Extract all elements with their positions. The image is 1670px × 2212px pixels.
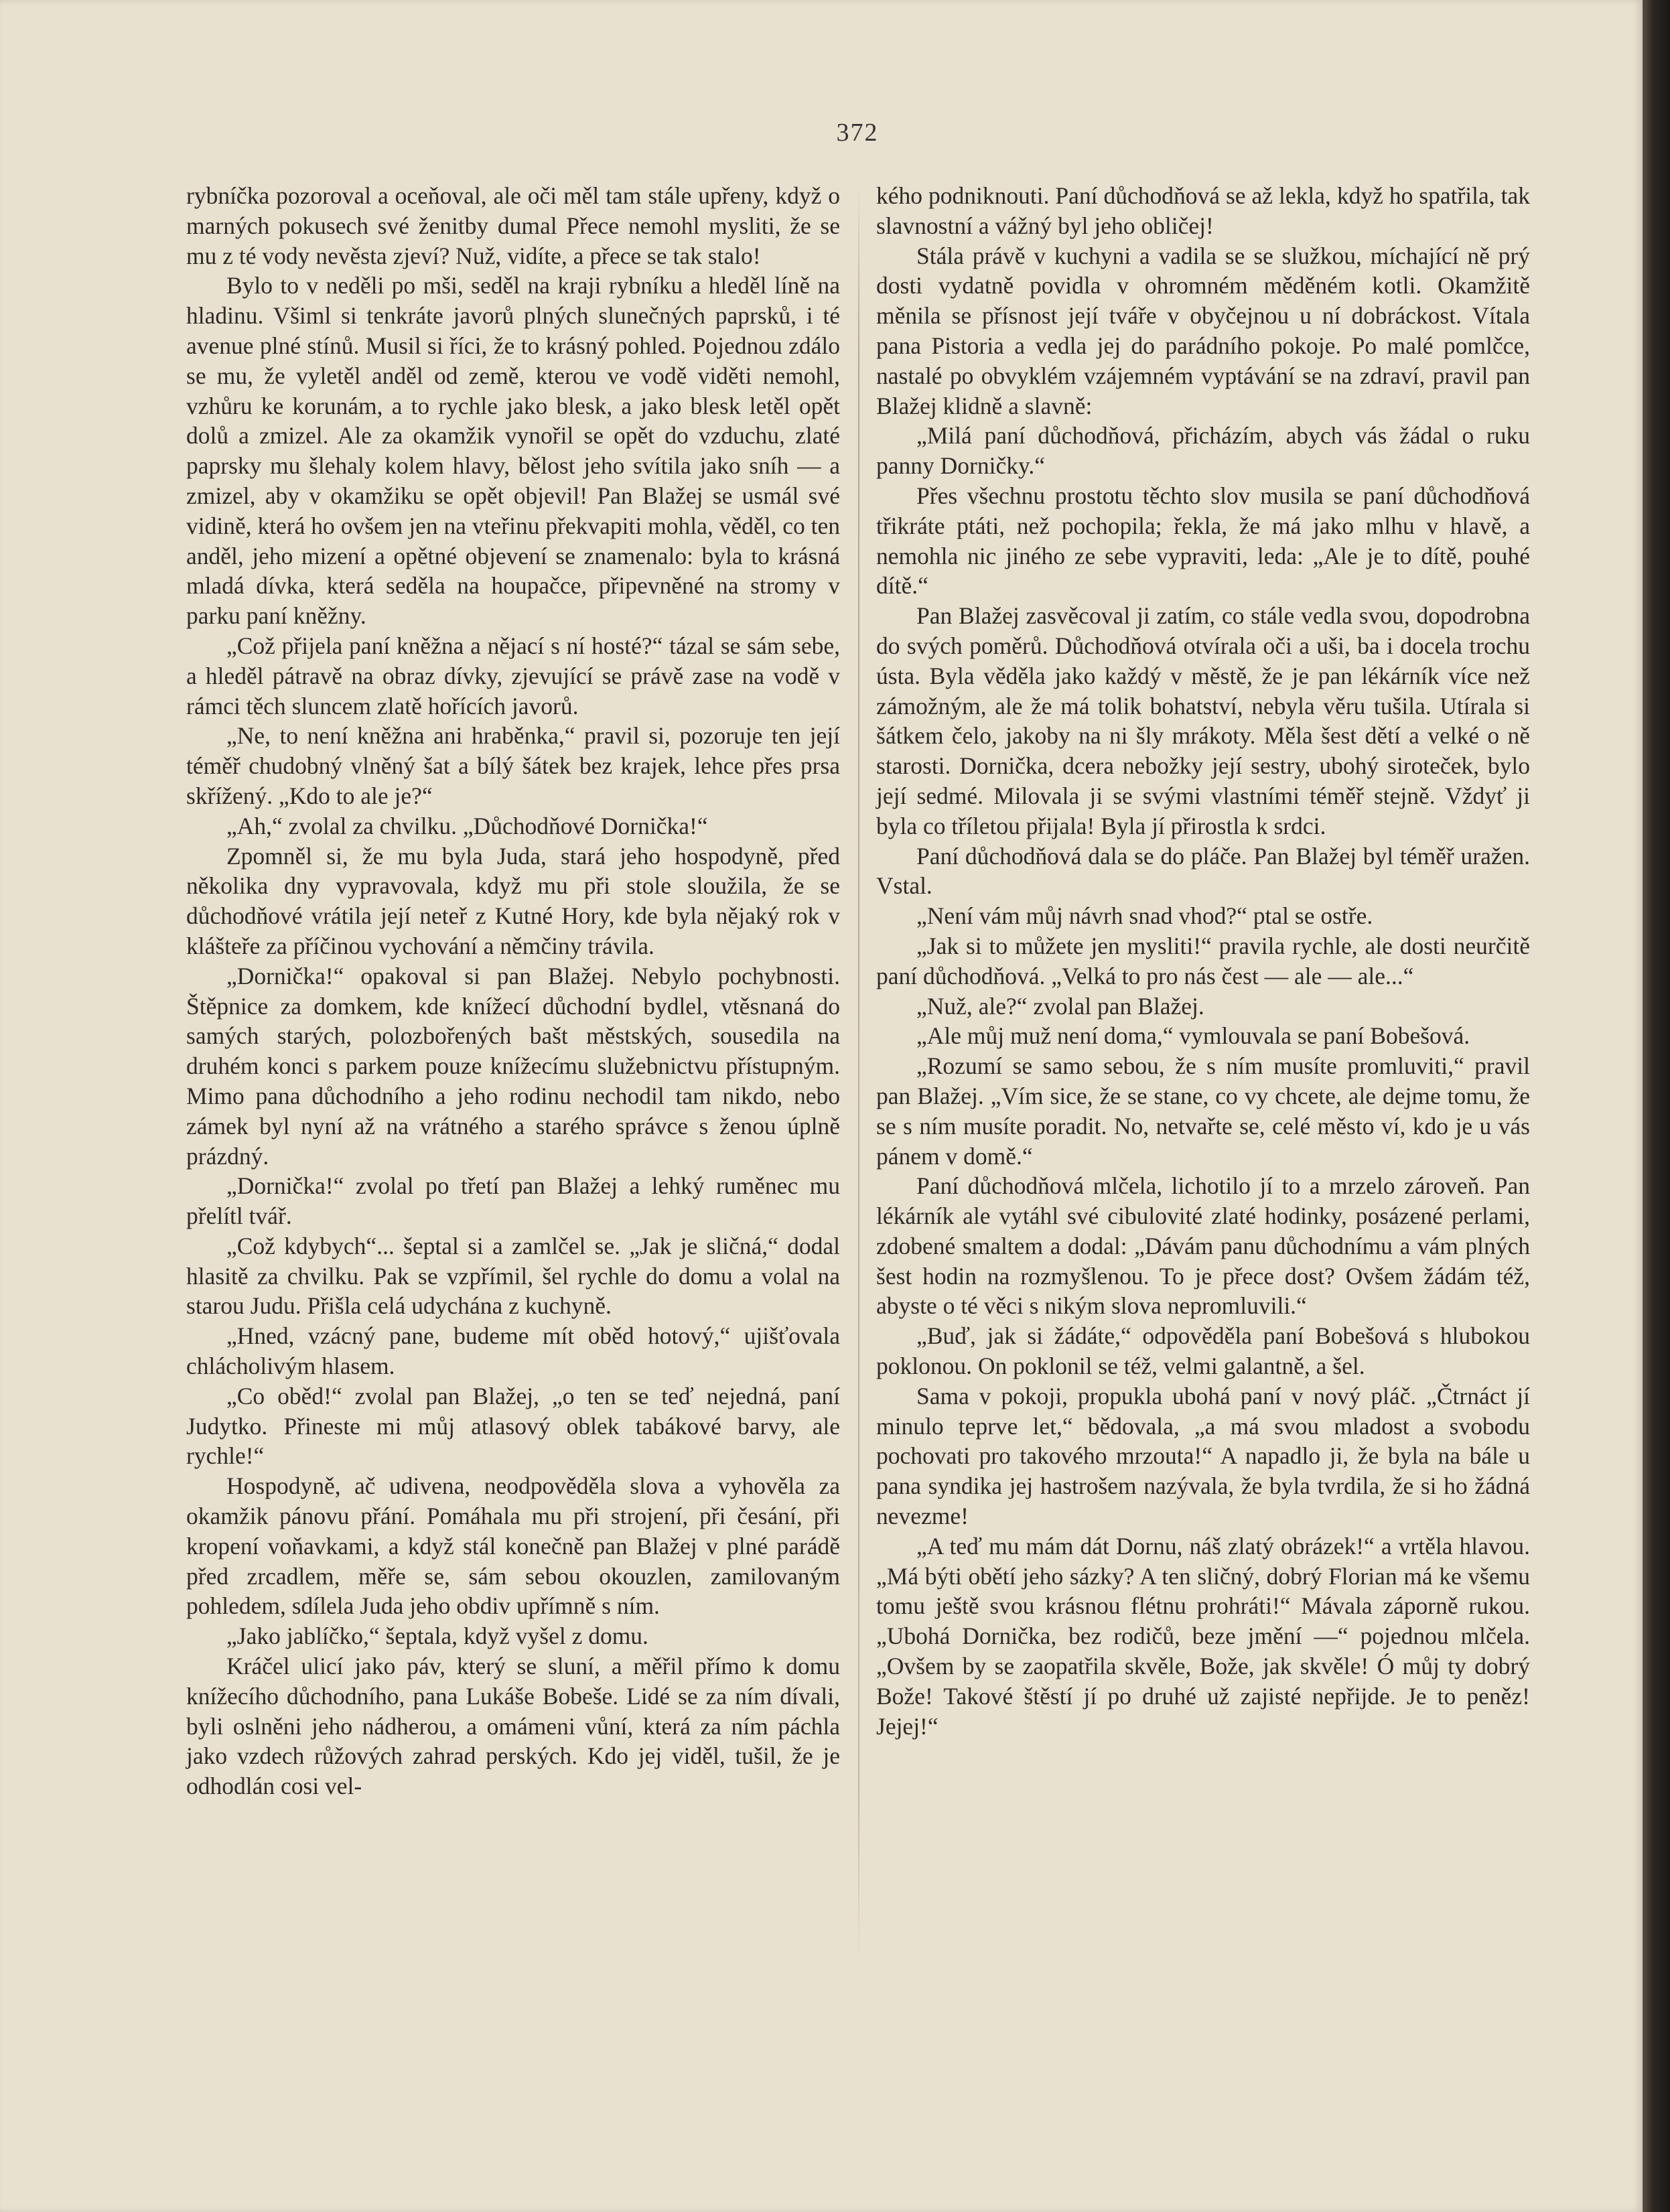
paragraph: „Jak si to můžete jen mysliti!“ pravila rychle, ale dosti neurčitě paní důchodňová. „Velká to pro nás čest — ale — ale...“ (876, 932, 1530, 989)
paragraph: „Milá paní důchodňová, přicházím, abych vás žádal o ruku panny Dorničky.“ (876, 422, 1530, 480)
right-text-column (876, 181, 1530, 1741)
paragraph: Paní důchodňová dala se do pláče. Pan Blažej byl téměř uražen. Vstal. (876, 842, 1530, 900)
paragraph: „Dornička!“ zvolal po třetí pan Blažej a lehký ruměnec mu přelítl tvář. (186, 1172, 840, 1230)
column-divider (858, 181, 859, 1963)
paragraph: „Nuž, ale?“ zvolal pan Blažej. (916, 992, 1204, 1020)
paragraph: Paní důchodňová mlčela, lichotilo jí to a mrzelo zároveň. Pan lékárník ale vytáhl své cibulovité zlaté hodinky, posázené perlami, zdobené smaltem a dodal: „Dávám panu důchodnímu a vám plných šest hodin na rozmyšlenou. To je přece dost? Ovšem žádám též, abyste o té věci s nikým slova nepromluvili.“ (876, 1172, 1530, 1320)
paragraph: Sama v pokoji, propukla ubohá paní v nový pláč. „Čtrnáct jí minulo teprve let,“ bědovala, „a má svou mladost a svobodu pochovati pro takového mrzouta!“ A napadlo ji, že byla na bále u pana syndika jej hastrošem nazývala, že byla tvrdila, že si ho žádná nevezme! (876, 1382, 1530, 1530)
paragraph: „Co oběd!“ zvolal pan Blažej, „o ten se teď nejedná, paní Judytko. Přineste mi můj atlasový oblek tabákové barvy, ale rychle!“ (186, 1382, 840, 1470)
paragraph: „Ne, to není kněžna ani hraběnka,“ pravil si, pozoruje ten její téměř chudobný vlněný šat a bílý šátek bez krajek, lehce přes prsa skřížený. „Kdo to ale je?“ (186, 722, 840, 809)
paragraph: „Není vám můj návrh snad vhod?“ ptal se ostře. (916, 902, 1373, 930)
paragraph: „Hned, vzácný pane, budeme mít oběd hotový,“ ujišťovala chlácholivým hlasem. (186, 1322, 840, 1380)
book-spine-edge (1643, 0, 1670, 2212)
left-text-column (186, 181, 840, 1801)
paragraph: „Buď, jak si žádáte,“ odpověděla paní Bobešová s hlubokou poklonou. On poklonil se též, velmi galantně, a šel. (876, 1322, 1530, 1380)
paragraph: „Ale můj muž není doma,“ vymlouvala se paní Bobešová. (916, 1022, 1470, 1050)
paragraph: Pan Blažej zasvěcoval ji zatím, co stále vedla svou, dopodrobna do svých poměrů. Důchodňová otvírala oči a uši, ba i docela trochu ústa. Byla věděla jako každý v městě, že je pan lékárník více než zámožným, ale že má tolik bohatství, nebyla věru tušila. Utírala si šátkem čelo, jakoby na ni šly mrákoty. Měla šest dětí a velké o ně starosti. Dornička, dcera nebožky její sestry, ubohý siroteček, bylo její sedmé. Milovala ji se svými vlastními téměř stejně. Vždyť ji byla co tříletou přijala! Byla jí přirostla k srdci. (876, 602, 1530, 839)
paragraph: Přes všechnu prostotu těchto slov musila se paní důchodňová třikráte ptáti, než pochopila; řekla, že má jako mlhu v hlavě, a nemohla nic jiného ze sebe vypraviti, leda: „Ale je to dítě, pouhé dítě.“ (876, 482, 1530, 600)
paragraph: „Ah,“ zvolal za chvilku. „Důchodňové Dornička!“ (226, 812, 708, 839)
paragraph: „Což přijela paní kněžna a nějací s ní hosté?“ tázal se sám sebe, a hleděl pátravě na obraz dívky, zjevující se právě zase na vodě v rámci těch sluncem zlatě hořících javorů. (186, 632, 840, 719)
paragraph: Bylo to v neděli po mši, seděl na kraji rybníku a hleděl líně na hladinu. Všiml si tenkráte javorů plných slunečných paprsků, i té avenue plné stínů. Musil si říci, že to krásný pohled. Pojednou zdálo se mu, že vyletěl anděl od země, kterou ve vodě viděti nemohl, vzhůru ke korunám, a to rychle jako blesk, a jako blesk letěl opět dolů a zmizel. Ale za okamžik vynořil se opět do vzduchu, zlaté paprsky mu šlehaly kolem hlavy, bělost jeho svítila jako sníh — a zmizel, aby v okamžiku se opět objevil! Pan Blažej se usmál své vidině, která ho ovšem jen na vteřinu překvapiti mohla, věděl, co ten anděl, jeho mizení a opětné objevení se znamenalo: byla to krásná mladá dívka, která seděla na houpačce, připevněné na stromy v parku paní kněžny. (186, 272, 840, 630)
paragraph: „Rozumí se samo sebou, že s ním musíte promluviti,“ pravil pan Blažej. „Vím sice, že se stane, co vy chcete, ale dejme tomu, že se s ním musíte poradit. No, netvařte se, celé město ví, kdo je u vás pánem v domě.“ (876, 1052, 1530, 1170)
paragraph: „Dornička!“ opakoval si pan Blažej. Nebylo pochybnosti. Štěpnice za domkem, kde knížecí důchodní bydlel, vtěsnaná do samých starých, polozbořených bašt městských, sousedila na druhém konci s parkem pouze knížecímu služebnictvu přístupným. Mimo pana důchodního a jeho rodinu nechodil tam nikdo, nebo zámek byl nyní až na vrátného a starého správce s ženou úplně prázdný. (186, 962, 840, 1170)
paragraph: „Jako jablíčko,“ šeptala, když vyšel z domu. (226, 1622, 648, 1650)
paragraph: Stála právě v kuchyni a vadila se se služkou, míchající ně prý dosti vydatně povidla v ohromném měděném kotli. Okamžitě měnila se přísnost její tváře v obyčejnou u ní dobráckost. Vítala pana Pistoria a vedla jej do parádního pokoje. Po malé pomlčce, nastalé po obvyklém vzájemném vyptávání se na zdraví, pravil pan Blažej klidně a slavně: (876, 242, 1530, 419)
page-number: 372 (836, 119, 879, 147)
paragraph: „A teď mu mám dát Dornu, náš zlatý obrázek!“ a vrtěla hlavou. „Má býti obětí jeho sázky? A ten sličný, dobrý Florian má ke všemu tomu ještě svou krásnou flétnu prohráti!“ Mávala záporně rukou. „Ubohá Dornička, bez rodičů, beze jmění —“ pojednou mlčela. „Ovšem by se zaopatřila skvěle, Bože, jak skvěle! Ó můj ty dobrý Bože! Takové štěstí jí po druhé už zajisté nepřijde. Je to peněz! Jejej!“ (876, 1532, 1530, 1740)
paragraph: kého podniknouti. Paní důchodňová se až lekla, když ho spatřila, tak slavnostní a vážný byl jeho obličej! (876, 182, 1530, 239)
paragraph: rybníčka pozoroval a oceňoval, ale oči měl tam stále upřeny, když o marných pokusech své ženitby dumal Přece nemohl mysliti, že se mu z té vody nevěsta zjeví? Nuž, vidíte, a přece se tak stalo! (186, 182, 840, 269)
paragraph: Kráčel ulicí jako páv, který se sluní, a měřil přímo k domu knížecího důchodního, pana Lukáše Bobeše. Lidé se za ním dívali, byli oslněni jeho nádherou, a omámeni vůní, která za ním páchla jako vzdech růžových zahrad perských. Kdo jej viděl, tušil, že je odhodlán cosi vel- (186, 1653, 840, 1800)
paragraph: „Což kdybych“... šeptal si a zamlčel se. „Jak je sličná,“ dodal hlasitě za chvilku. Pak se vzpřímil, šel rychle do domu a volal na starou Judu. Přišla celá udychána z kuchyně. (186, 1232, 840, 1320)
paragraph: Hospodyně, ač udivena, neodpověděla slova a vyhověla za okamžik pánovu přání. Pomáhala mu při strojení, při česání, při kropení voňavkami, a když stál konečně pan Blažej v plné parádě před zrcadlem, měře se, sám sebou okouzlen, zamilovaným pohledem, sdílela Juda jeho obdiv upřímně s ním. (186, 1472, 840, 1620)
paragraph: Zpomněl si, že mu byla Juda, stará jeho hospodyně, před několika dny vypravovala, když mu při stole sloužila, že se důchodňové vrátila její neteř z Kutné Hory, kde byla nějaký rok v klášteře za příčinou vychování a němčiny trávila. (186, 842, 840, 959)
